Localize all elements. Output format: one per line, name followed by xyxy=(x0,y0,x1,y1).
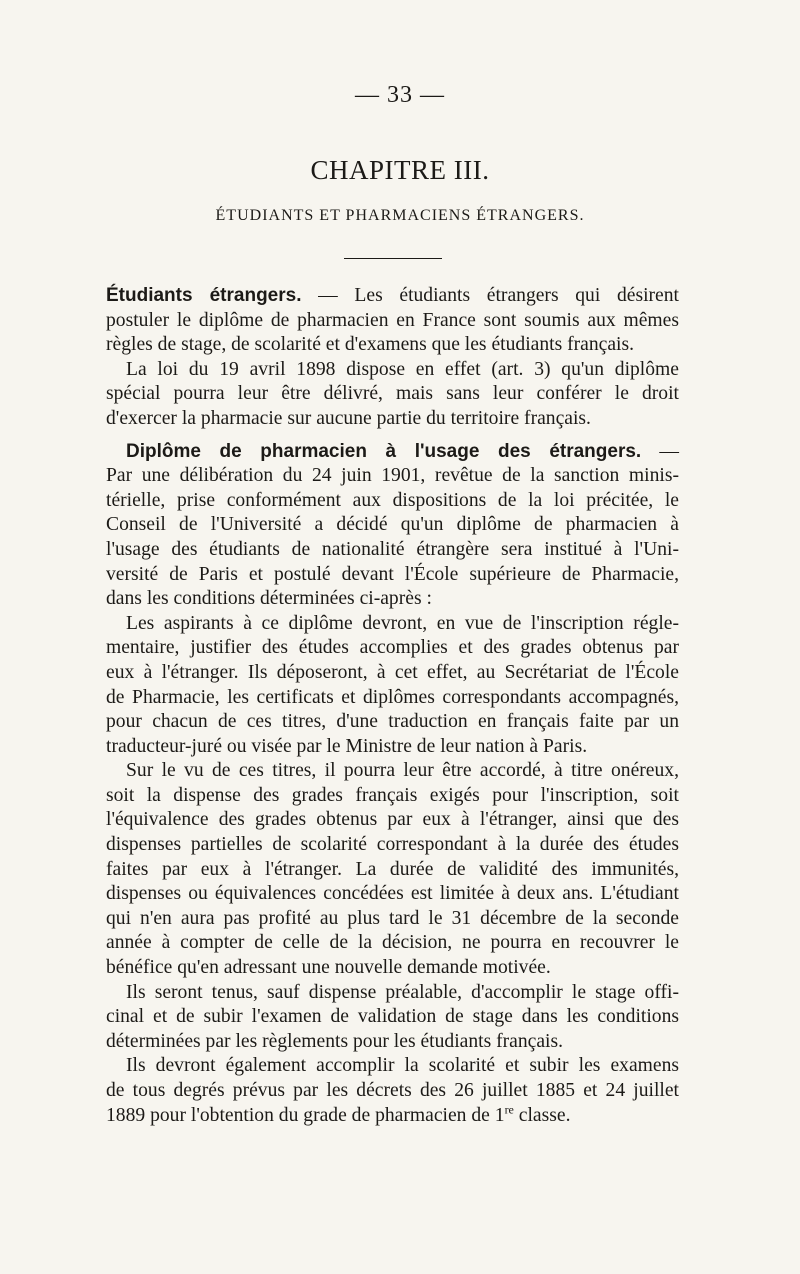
paragraph-line: de Pharmacie, les certificats et diplômes correspondants accompagnés, xyxy=(106,686,679,708)
section-divider xyxy=(344,258,442,259)
paragraph-line: mentaire, justifier des études accomplies et des grades obtenus par xyxy=(106,637,679,659)
paragraph-line: l'usage des étudiants de nationalité étrangère sera institué à l'Uni- xyxy=(106,538,679,560)
paragraph-line: cinal et de subir l'examen de validation de stage dans les conditions xyxy=(106,1006,679,1028)
paragraph-line: année à compter de celle de la décision, ne pourra en recouvrer le xyxy=(106,932,679,954)
paragraph-line: Conseil de l'Université a décidé qu'un diplôme de pharmacien à xyxy=(106,514,679,536)
text-run: — xyxy=(641,440,679,462)
paragraph-line: dispenses ou équivalences concédées est limitée à deux ans. L'étudiant xyxy=(106,883,679,905)
ordinal-superscript: re xyxy=(504,1102,514,1117)
paragraph-line: postuler le diplôme de pharmacien en France sont soumis aux mêmes xyxy=(106,309,679,331)
section-heading: Diplôme de pharmacien à l'usage des étrangers. xyxy=(126,440,642,462)
paragraph-line: d'exercer la pharmacie sur aucune partie du territoire français. xyxy=(106,407,591,429)
paragraph-line: qui n'en aura pas profité au plus tard le 31 décembre de la seconde xyxy=(106,907,679,929)
paragraph-line: déterminées par les règlements pour les étudiants français. xyxy=(106,1030,564,1052)
paragraph-line: Sur le vu de ces titres, il pourra leur être accordé, à titre onéreux, xyxy=(126,760,679,782)
page-number: — 33 — xyxy=(355,82,445,108)
text-run: classe. xyxy=(513,1104,571,1126)
paragraph-line: térielle, prise conformément aux dispositions de la loi précitée, le xyxy=(106,489,679,511)
chapter-title: CHAPITRE III. xyxy=(310,155,490,185)
section-gap xyxy=(106,432,679,440)
paragraph-line: règles de stage, de scolarité et d'examens que les étudiants français. xyxy=(106,334,634,356)
paragraph-line: Ils devront également accomplir la scolarité et subir les examens xyxy=(126,1055,679,1077)
chapter-subtitle: ÉTUDIANTS ET PHARMACIENS ÉTRANGERS. xyxy=(215,207,585,224)
paragraph-line: dispenses partielles de scolarité correspondant à la durée des études xyxy=(106,834,679,856)
paragraph-line: versité de Paris et postulé devant l'École supérieure de Pharmacie, xyxy=(106,563,679,585)
paragraph-line: pour chacun de ces titres, d'une traduction en français faite par un xyxy=(106,711,679,733)
paragraph-line: eux à l'étranger. Ils déposeront, à cet effet, au Secrétariat de l'École xyxy=(106,661,679,683)
paragraph-line: faites par eux à l'étranger. La durée de validité des immunités, xyxy=(106,858,679,880)
paragraph-line: de tous degrés prévus par les décrets des 26 juillet 1885 et 24 juillet xyxy=(106,1080,679,1101)
section-heading: Étudiants étrangers. xyxy=(106,285,302,306)
paragraph-line: l'équivalence des grades obtenus par eux à l'étranger, ainsi que des xyxy=(106,809,679,831)
text-run: 1889 pour l'obtention du grade de pharmacien de 1 xyxy=(106,1104,505,1126)
paragraph-line xyxy=(106,440,679,465)
paragraph-line: Par une délibération du 24 juin 1901, revêtue de la sanction minis- xyxy=(106,465,679,487)
paragraph-line xyxy=(106,284,679,309)
paragraph-line: dans les conditions déterminées ci-après : xyxy=(106,588,432,610)
paragraph-line: spécial pourra leur être délivré, mais sans leur conférer le droit xyxy=(106,383,679,405)
paragraph-line: traducteur-juré ou visée par le Ministre de leur nation à Paris. xyxy=(106,735,588,757)
paragraph-line: Les aspirants à ce diplôme devront, en vue de l'inscription régle- xyxy=(126,612,679,634)
body-text xyxy=(106,284,679,1128)
paragraph-line: Ils seront tenus, sauf dispense préalable, d'accomplir le stage offi- xyxy=(126,981,679,1003)
paragraph-line: soit la dispense des grades français exigés pour l'inscription, soit xyxy=(106,784,679,806)
text-run: — Les étudiants étrangers qui désirent xyxy=(301,285,679,306)
paragraph-line: bénéfice qu'en adressant une nouvelle demande motivée. xyxy=(106,957,551,979)
paragraph-line: La loi du 19 avril 1898 dispose en effet (art. 3) qu'un diplôme xyxy=(126,358,679,380)
paragraph-line xyxy=(106,1104,679,1129)
